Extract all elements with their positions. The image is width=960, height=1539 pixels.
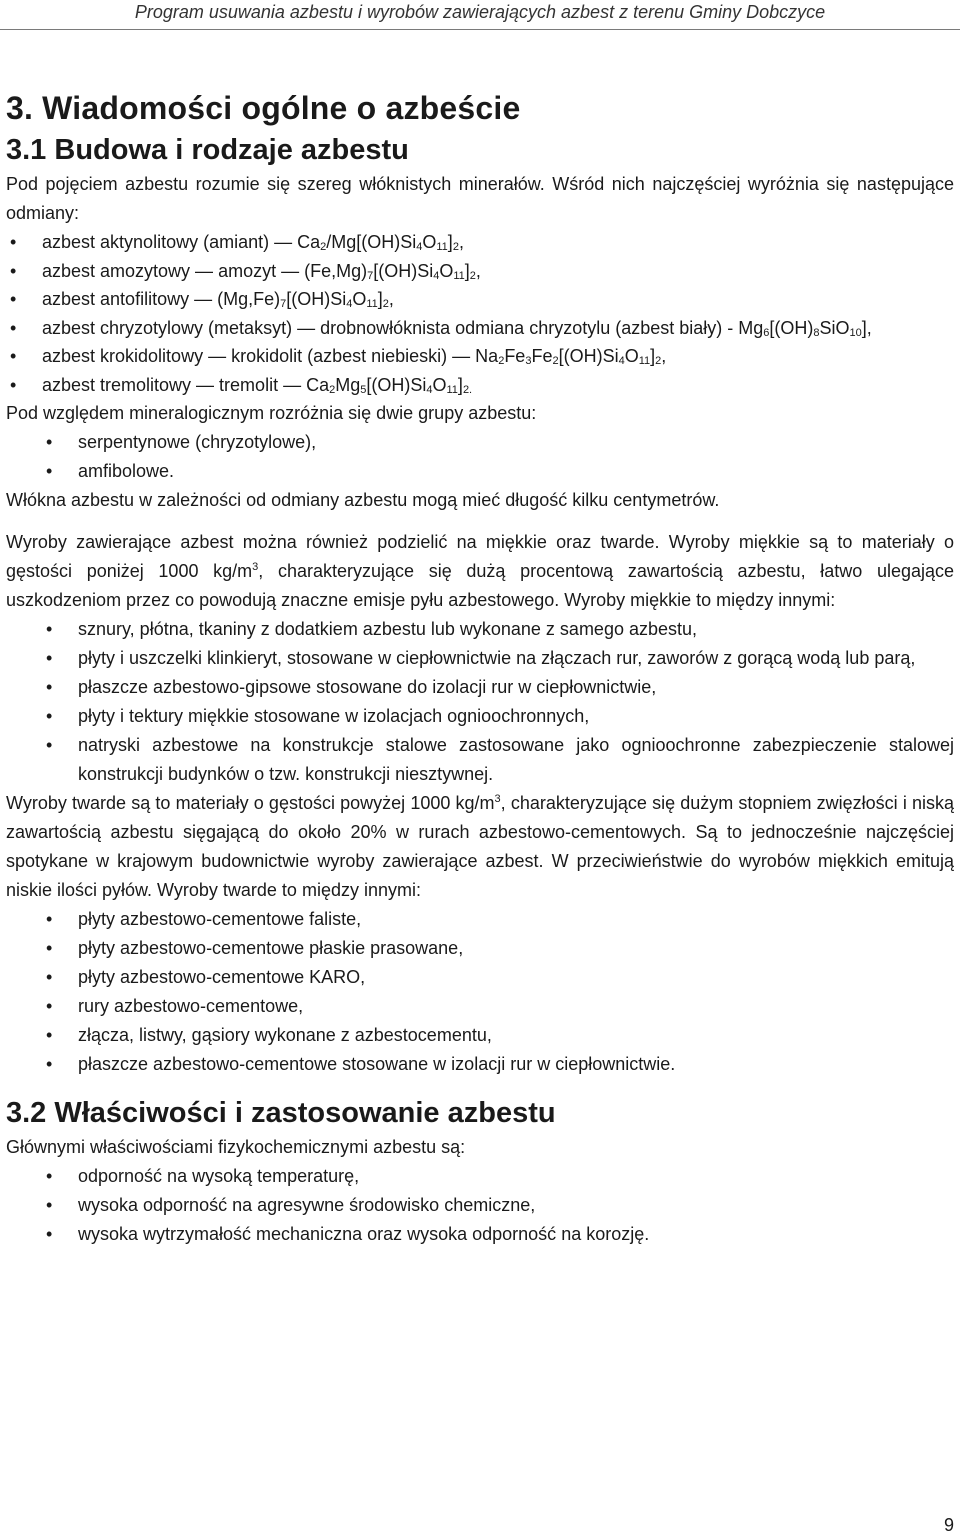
group-item: • amfibolowe.	[6, 457, 954, 486]
soft-product-item: • sznury, płótna, tkaniny z dodatkiem azbestu lub wykonane z samego azbestu,	[6, 615, 954, 644]
variety-name: azbest tremolitowy — tremolit —	[42, 374, 307, 395]
property-item: • wysoka odporność na agresywne środowisko chemiczne,	[6, 1191, 954, 1220]
variety-formula: $Ca_2/Mg[(OH)Si_4O_{11}]_2$,	[297, 232, 464, 253]
subsection-heading-3-1: 3.1 Budowa i rodzaje azbestu	[6, 134, 409, 166]
hard-product-item: • rury azbestowo-cementowe,	[6, 992, 954, 1021]
hard-products-list	[6, 905, 954, 1079]
variety-item	[6, 285, 954, 314]
property-item: • wysoka wytrzymałość mechaniczna oraz wysoka odporność na korozję.	[6, 1220, 954, 1249]
variety-name: azbest aktynolitowy (amiant) —	[42, 232, 298, 252]
hard-product-item: • płyty azbestowo-cementowe faliste,	[6, 905, 954, 934]
document-body	[6, 86, 954, 1249]
property-item: • odporność na wysoką temperaturę,	[6, 1162, 954, 1191]
soft-products-paragraph: Wyroby zawierające azbest można również podzielić na miękkie oraz twarde. Wyroby miękkie są to materiały o gęstości poniżej 1000 $kg/m^3$, charakteryzujące się dużą procentową zawartością azbestu, łatwo ulegające uszkodzeniom przez co powodują znaczne emisje pyłu azbestowego. Wyroby miękkie to między innymi:	[6, 532, 955, 610]
page-number: 9	[943, 1515, 954, 1535]
fiber-length-paragraph: Włókna azbestu w zależności od odmiany azbestu mogą mieć długość kilku centymetrów.	[6, 490, 720, 510]
subsection-heading-3-2: 3.2 Właściwości i zastosowanie azbestu	[6, 1097, 556, 1129]
variety-name: azbest antofilitowy —	[42, 289, 218, 309]
hard-product-item: • płyty azbestowo-cementowe KARO,	[6, 963, 954, 992]
variety-item	[6, 371, 954, 400]
hard-products-paragraph: Wyroby twarde są to materiały o gęstości powyżej 1000 $kg/m^3$, charakteryzujące się dużym stopniem zwięzłości i niską zawartością azbestu sięgającą do około 20% w rurach azbestowo-cementowych. Są to jednocześnie najczęściej spotykane w krajowym budownictwie wyroby zawierające azbest. W przeciwieństwie do wyrobów miękkich emitują niskie ilości pyłów. Wyroby twarde to między innymi:	[6, 793, 955, 900]
variety-formula: $Na_2Fe_3Fe_2[(OH)Si_4O_{11}]_2$,	[475, 346, 667, 367]
variety-formula: $Mg_6[(OH)_8SiO_{10}]$,	[738, 317, 872, 339]
variety-name: azbest amozytowy — amozyt —	[42, 260, 305, 281]
variety-item	[6, 314, 954, 343]
variety-formula: $Ca_2Mg_5[(OH)Si_4O_{11}]_{2.}$	[306, 374, 473, 396]
soft-product-item: • płyty i tektury miękkie stosowane w izolacjach ognioochronnych,	[6, 702, 954, 731]
asbestos-varieties-list	[6, 228, 954, 399]
hard-product-item: • płaszcze azbestowo-cementowe stosowane w izolacji rur w ciepłownictwie.	[6, 1050, 954, 1079]
intro-paragraph: Pod pojęciem azbestu rozumie się szereg włóknistych minerałów. Wśród nich najczęściej wyróżnia się następujące odmiany:	[6, 174, 954, 223]
soft-products-list	[6, 615, 954, 789]
group-item: • serpentynowe (chryzotylowe),	[6, 428, 954, 457]
variety-item	[6, 342, 954, 371]
section-heading: 3. Wiadomości ogólne o azbeście	[6, 90, 521, 126]
variety-name: azbest chryzotylowy (metaksyt) — drobnowłóknista odmiana chryzotylu (azbest biały) -	[42, 317, 739, 338]
asbestos-groups-list	[6, 428, 954, 486]
properties-list	[6, 1162, 954, 1249]
hard-product-item: • złącza, listwy, gąsiory wykonane z azbestocementu,	[6, 1021, 954, 1050]
soft-product-item: • płyty i uszczelki klinkieryt, stosowane w ciepłownictwie na złączach rur, zaworów z gorącą wodą lub parą,	[6, 644, 954, 673]
soft-product-item: • natryski azbestowe na konstrukcje stalowe zastosowane jako ognioochronne zabezpieczenie stalowej konstrukcji budynków o tzw. konstrukcji niesztywnej.	[6, 731, 954, 789]
variety-item	[6, 257, 954, 286]
page-header	[0, 0, 960, 30]
variety-formula: $(Mg,Fe)_7[(OH)Si_4O_{11}]_2$,	[217, 289, 394, 310]
variety-item	[6, 228, 954, 257]
soft-product-item: • płaszcze azbestowo-gipsowe stosowane do izolacji rur w ciepłownictwie,	[6, 673, 954, 702]
header-rule	[0, 29, 960, 30]
groups-intro: Pod względem mineralogicznym rozróżnia się dwie grupy azbestu:	[6, 403, 537, 423]
variety-name: azbest krokidolitowy — krokidolit (azbest niebieski) —	[42, 346, 476, 366]
header-title: Program usuwania azbestu i wyrobów zawierających azbest z terenu Gminy Dobczyce	[134, 2, 826, 22]
properties-intro: Głównymi właściwościami fizykochemicznymi azbestu są:	[6, 1137, 466, 1157]
hard-product-item: • płyty azbestowo-cementowe płaskie prasowane,	[6, 934, 954, 963]
variety-formula: $(Fe,Mg)_7[(OH)Si_4O_{11}]_2$,	[304, 260, 481, 282]
